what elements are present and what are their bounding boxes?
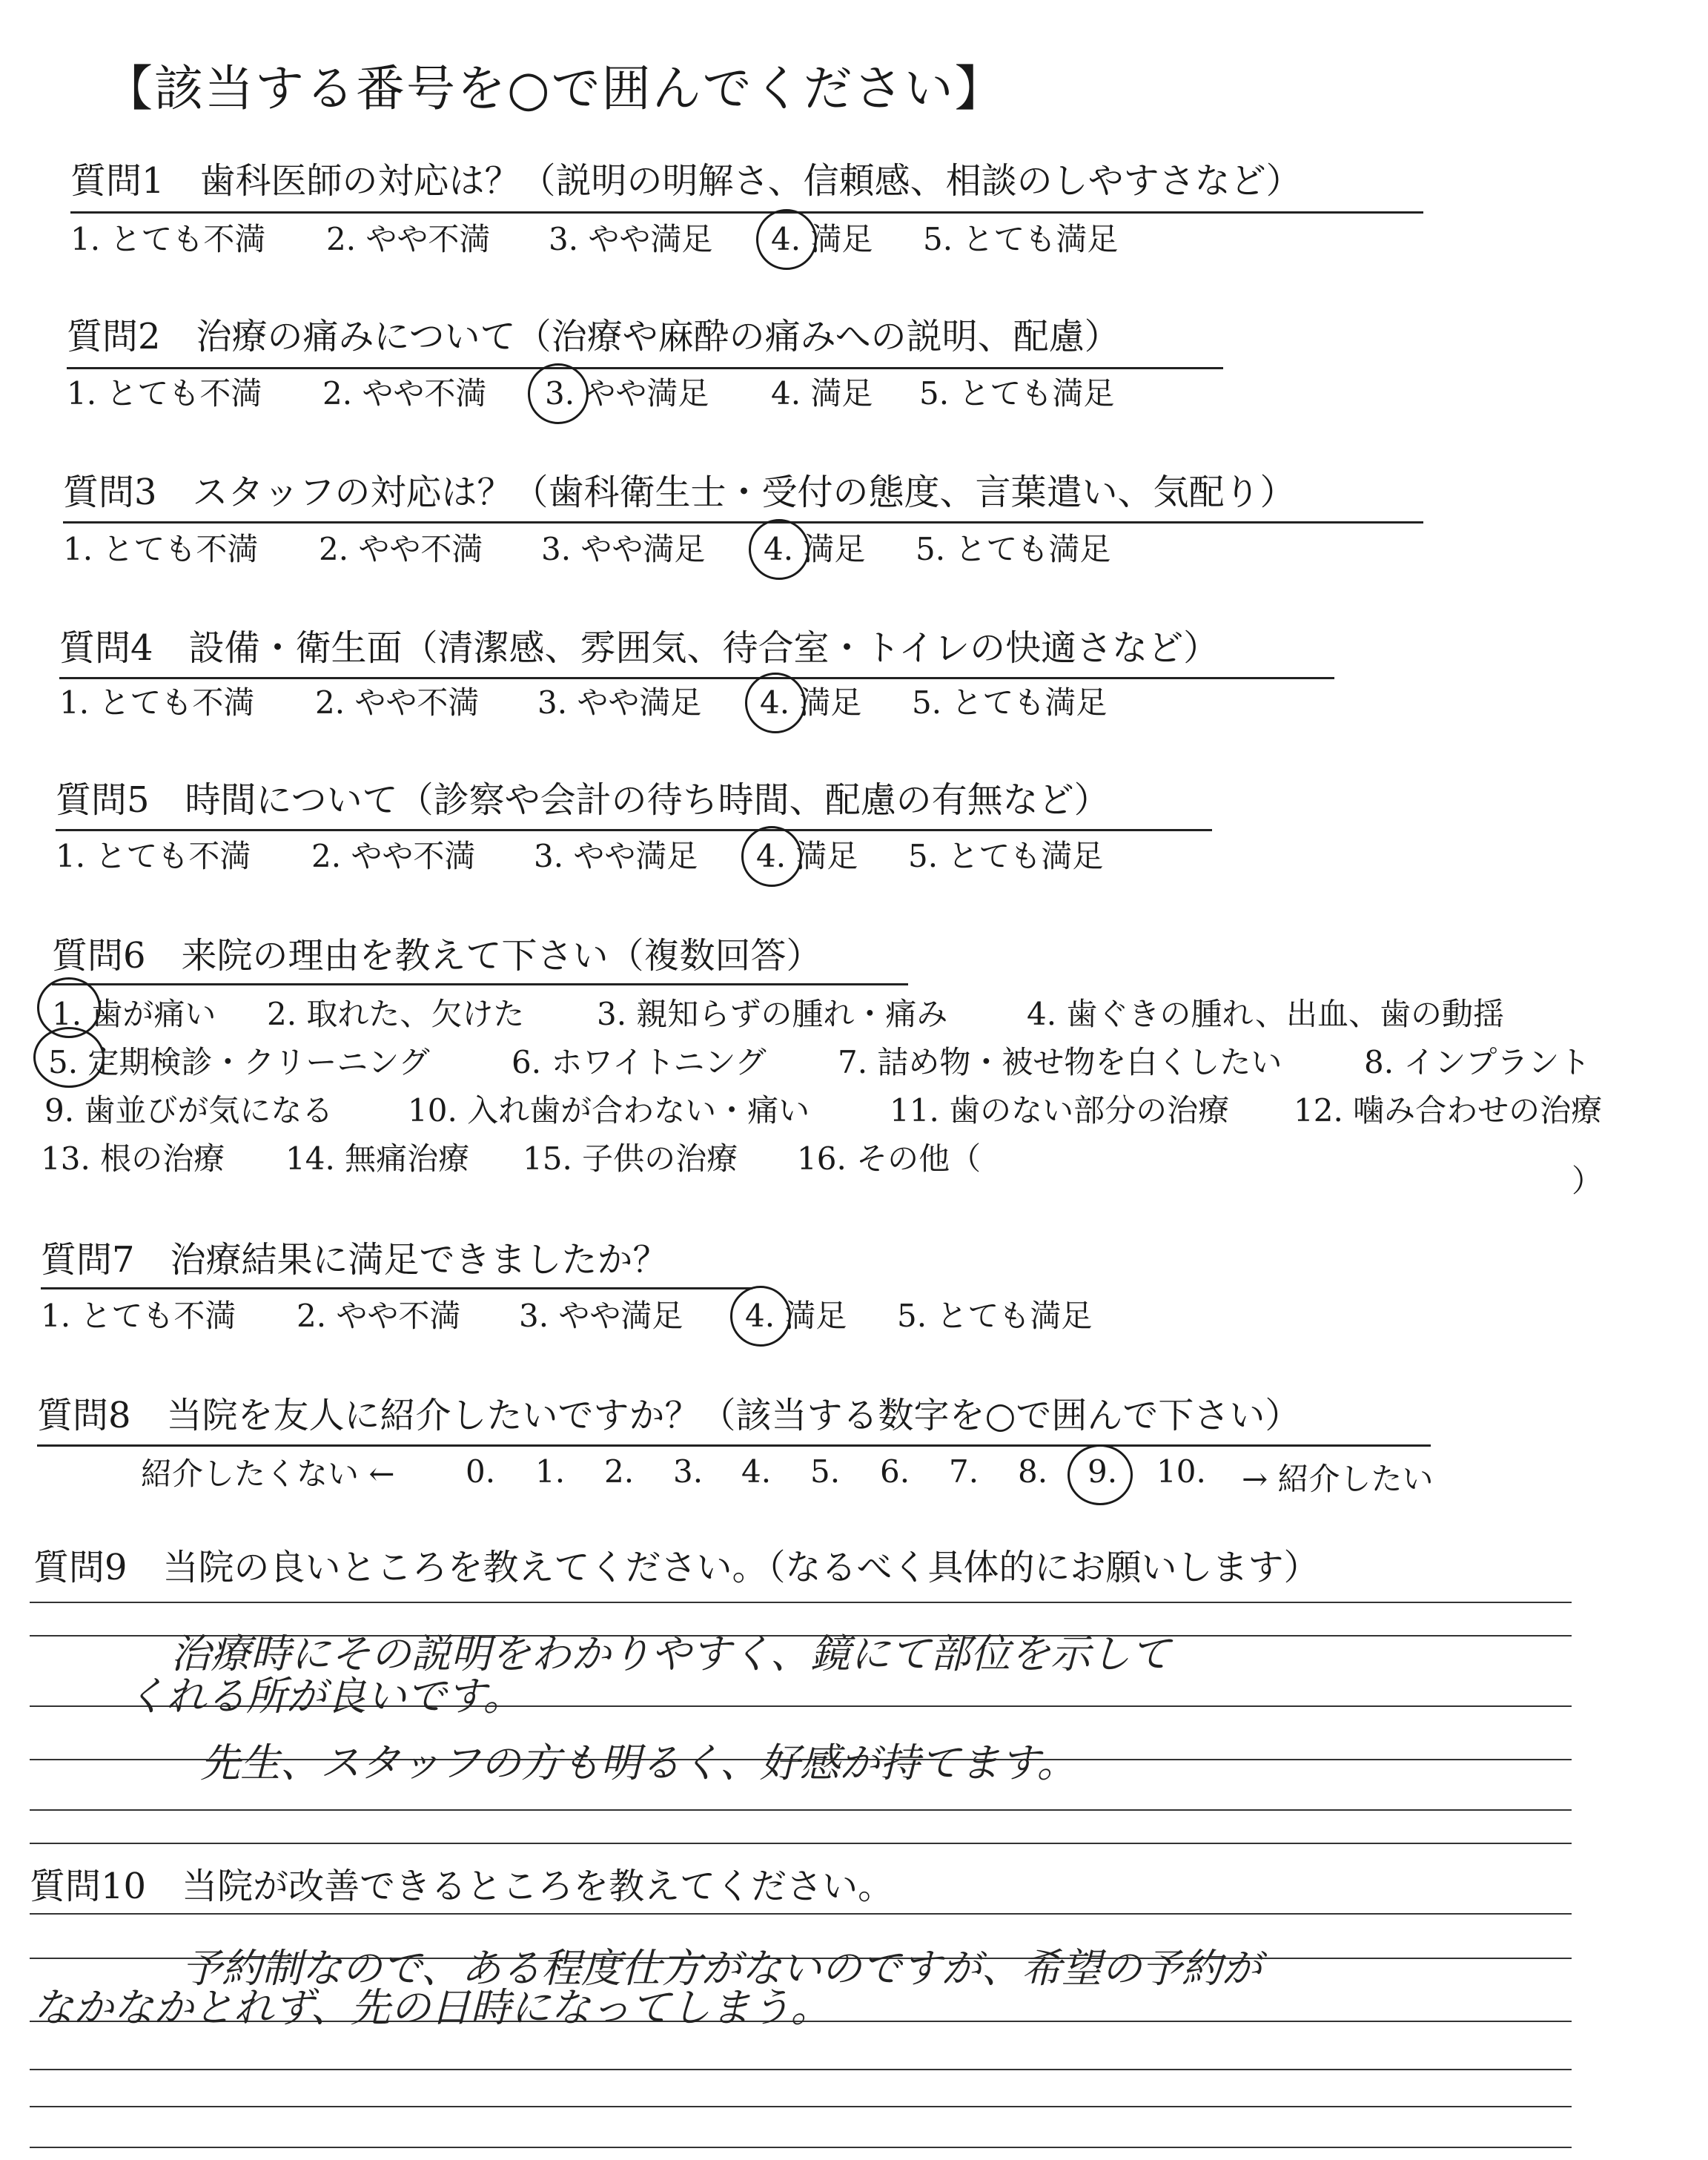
q9-answer-line-3[interactable]: 先生、スタッフの方も明るく、好感が持てます。: [200, 1740, 1077, 1786]
q1-option-5[interactable]: 5. とても満足: [923, 221, 1119, 257]
q4-option-1[interactable]: 1. とても不満: [59, 684, 255, 721]
q1-option-1[interactable]: 1. とても不満: [70, 221, 266, 257]
q8-scale-5[interactable]: 5.: [810, 1453, 841, 1490]
question-3: 質問3 スタッフの対応は？（歯科衛生士・受付の態度、言葉遣い、気配り）: [63, 472, 1296, 513]
question-7: 質問7 治療結果に満足できましたか？: [41, 1239, 669, 1281]
q6-option-14[interactable]: 14. 無痛治療: [285, 1140, 470, 1177]
q5-option-3[interactable]: 3. やや満足: [534, 838, 698, 874]
q8-scale-4[interactable]: 4.: [741, 1453, 772, 1490]
question-4: 質問4 設備・衛生面（清潔感、雰囲気、待合室・トイレの快適さなど）: [59, 627, 1219, 669]
q3-selection-circle: [749, 519, 810, 580]
underline-6: [52, 983, 908, 985]
q5-option-4[interactable]: 4. 満足: [756, 838, 858, 874]
q3-option-5[interactable]: 5. とても満足: [916, 531, 1111, 567]
q8-scale-8[interactable]: 8.: [1018, 1453, 1048, 1490]
q10-line-6: [30, 2147, 1572, 2148]
q3-option-1[interactable]: 1. とても不満: [63, 531, 259, 567]
q2-option-2[interactable]: 2. やや不満: [322, 375, 487, 412]
q4-option-5[interactable]: 5. とても満足: [912, 684, 1108, 721]
q1-option-4[interactable]: 4. 満足: [771, 221, 873, 257]
q8-scale-3[interactable]: 3.: [673, 1453, 704, 1490]
q7-option-2[interactable]: 2. やや不満: [297, 1298, 461, 1334]
q6-option-15[interactable]: 15. 子供の治療: [523, 1140, 738, 1177]
q10-answer-line-1[interactable]: 予約制なので、ある程度仕方がないのですが、希望の予約が: [182, 1945, 1262, 1992]
question-8: 質問8 当院を友人に紹介したいですか？（該当する数字を○で囲んで下さい）: [37, 1395, 1301, 1436]
q7-option-3[interactable]: 3. やや満足: [519, 1298, 683, 1334]
underline-5: [56, 829, 1212, 831]
q8-right-label: → 紹介したい: [1242, 1461, 1434, 1497]
q2-option-3[interactable]: 3. やや満足: [545, 375, 709, 412]
q6-option-11[interactable]: 11. 歯のない部分の治療: [890, 1092, 1230, 1129]
q9-line-6: [30, 1843, 1572, 1844]
q5-option-2[interactable]: 2. やや不満: [311, 838, 476, 874]
q3-option-3[interactable]: 3. やや満足: [541, 531, 706, 567]
q9-line-5: [30, 1809, 1572, 1811]
q6-option-2[interactable]: 2. 取れた、欠けた: [267, 996, 525, 1032]
q7-option-4[interactable]: 4. 満足: [745, 1298, 847, 1334]
q8-scale-9[interactable]: 9.: [1088, 1453, 1118, 1490]
q6-option-5[interactable]: 5. 定期検診・クリーニング: [48, 1044, 430, 1080]
q8-scale-6[interactable]: 6.: [880, 1453, 910, 1490]
q6-option-10[interactable]: 10. 入れ歯が合わない・痛い: [408, 1092, 810, 1129]
q7-selection-circle: [730, 1286, 791, 1347]
q9-line-1: [30, 1602, 1572, 1603]
question-10: 質問10 当院が改善できるところを教えてください。: [30, 1866, 894, 1907]
q6-option-3[interactable]: 3. 親知らずの腫れ・痛み: [597, 996, 948, 1032]
q6-option-6[interactable]: 6. ホワイトニング: [512, 1044, 767, 1080]
q5-option-5[interactable]: 5. とても満足: [908, 838, 1104, 874]
q4-option-4[interactable]: 4. 満足: [760, 684, 862, 721]
q7-option-5[interactable]: 5. とても満足: [897, 1298, 1093, 1334]
q6-option-4[interactable]: 4. 歯ぐきの腫れ、出血、歯の動揺: [1027, 996, 1504, 1032]
q9-answer-line-1[interactable]: 治療時にその説明をわかりやすく、鏡にて部位を示して: [171, 1631, 1171, 1677]
q8-selection-circle: [1068, 1444, 1133, 1505]
q2-option-4[interactable]: 4. 満足: [771, 375, 873, 412]
q6-option-12[interactable]: 12. 噛み合わせの治療: [1294, 1092, 1603, 1129]
underline-3: [63, 521, 1423, 524]
q6-option-1[interactable]: 1. 歯が痛い: [52, 996, 216, 1032]
q6-option-13[interactable]: 13. 根の治療: [41, 1140, 225, 1177]
question-6: 質問6 来院の理由を教えて下さい（複数回答）: [52, 935, 822, 977]
underline-8: [37, 1444, 1431, 1447]
q4-selection-circle: [745, 673, 806, 733]
q10-line-5: [30, 2106, 1572, 2107]
q6-option-8[interactable]: 8. インプラント: [1364, 1044, 1591, 1080]
question-1: 質問1 歯科医師の対応は？（説明の明解さ、信頼感、相談のしやすさなど）: [70, 160, 1302, 202]
q4-option-2[interactable]: 2. やや不満: [315, 684, 480, 721]
q6-option-9[interactable]: 9. 歯並びが気になる: [44, 1092, 334, 1129]
q2-option-1[interactable]: 1. とても不満: [67, 375, 262, 412]
q2-selection-circle: [528, 363, 589, 424]
q2-option-5[interactable]: 5. とても満足: [919, 375, 1115, 412]
q10-line-1: [30, 1913, 1572, 1915]
q8-left-label: 紹介したくない ←: [141, 1456, 395, 1492]
q8-scale-1[interactable]: 1.: [535, 1453, 566, 1490]
q7-option-1[interactable]: 1. とても不満: [41, 1298, 236, 1334]
q6-selection-circle-5: [33, 1027, 105, 1088]
underline-1: [70, 211, 1423, 214]
q6-option-7[interactable]: 7. 詰め物・被せ物を白くしたい: [838, 1044, 1282, 1080]
q3-option-4[interactable]: 4. 満足: [764, 531, 866, 567]
underline-7: [41, 1287, 752, 1289]
q5-selection-circle: [741, 826, 802, 887]
q10-answer-line-2[interactable]: なかなかとれず、先の日時になってしまう。: [33, 1984, 831, 2031]
q1-selection-circle: [756, 209, 817, 270]
q8-scale-10[interactable]: 10.: [1156, 1453, 1206, 1490]
q9-answer-line-2[interactable]: くれる所が良いです。: [126, 1673, 523, 1720]
q6-option-16[interactable]: 16. その他（: [797, 1140, 982, 1177]
q10-line-4: [30, 2069, 1572, 2070]
question-2: 質問2 治療の痛みについて（治療や麻酔の痛みへの説明、配慮）: [67, 316, 1120, 357]
question-5: 質問5 時間について（診察や会計の待ち時間、配慮の有無など）: [56, 779, 1110, 821]
q8-scale-7[interactable]: 7.: [949, 1453, 979, 1490]
q3-option-2[interactable]: 2. やや不満: [319, 531, 483, 567]
page-title: 【該当する番号を○で囲んでください】: [104, 60, 1005, 117]
q1-option-2[interactable]: 2. やや不満: [326, 221, 491, 257]
q5-option-1[interactable]: 1. とても不満: [56, 838, 251, 874]
q8-scale-2[interactable]: 2.: [604, 1453, 635, 1490]
q1-option-3[interactable]: 3. やや満足: [549, 221, 713, 257]
q6-other-close-paren: ）: [1572, 1163, 1603, 1199]
q8-scale-0[interactable]: 0.: [466, 1453, 496, 1490]
q4-option-3[interactable]: 3. やや満足: [537, 684, 702, 721]
question-9: 質問9 当院の良いところを教えてください。（なるべく具体的にお願いします）: [33, 1547, 1320, 1588]
